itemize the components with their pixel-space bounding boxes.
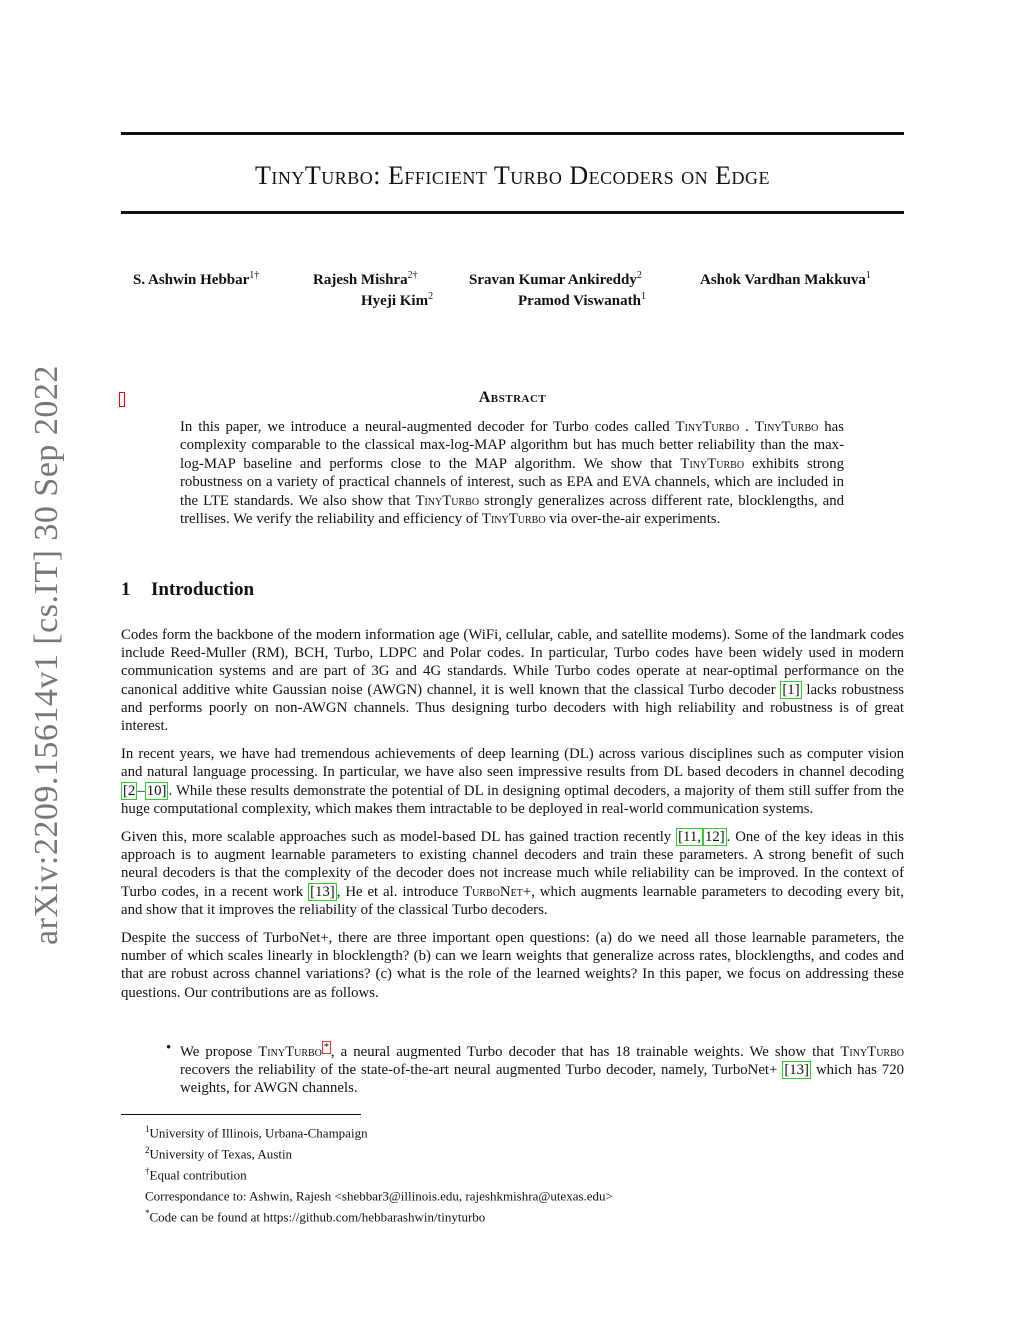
citation-link[interactable]: [1] (782, 681, 800, 698)
paragraph: Given this, more scalable approaches such as model-based DL has gained traction recently [11, 12] . One of the key ideas in this approach is to augment learnable parameters to existing channel decoders and train these parameters. A strong benefit of such neural decoders is that the complexity of the decoder does not increase much while reliability can be improved. In the context of Turbo codes, in a recent work [13] , He et al. introduce TurboNet+, which augments learnable parameters to decoding every bit, and show that it improves the reliability of the classical Turbo decoders. (121, 829, 904, 918)
intro-body (121, 626, 904, 1012)
arxiv-identifier: arXiv:2209.15614v1 [cs.IT] 30 Sep 2022 (28, 365, 65, 945)
footnote: †Equal contribution (145, 1165, 247, 1183)
footnote: $^1$University of Illinois, Urbana-Champaign (145, 1124, 368, 1141)
footnotes (145, 1121, 613, 1226)
citation-link[interactable]: [11, (678, 829, 701, 846)
citation-link[interactable]: [2 (123, 782, 136, 799)
bullet-dot: • (166, 1040, 172, 1056)
author: Sravan Kumar Ankireddy$^2$ (469, 270, 642, 288)
footnote-link[interactable]: * (323, 1042, 329, 1053)
footnote-rule (121, 1114, 361, 1115)
paper-title: TinyTurbo: Efficient Turbo Decoders on Edge (255, 161, 770, 190)
section-heading: 1 Introduction (121, 579, 255, 600)
author: Rajesh Mishra$^{2\dagger}$ (313, 270, 418, 288)
contribution-bullet: • We propose TinyTurbo * , a neural augmented Turbo decoder that has 18 trainable weights. We show that TinyTurbo recovers the reliability of the state-of-the-art neural augmented Turbo decoder, namely, TurboNet+ [13] which has 720 weights, for AWGN channels. (166, 1040, 904, 1097)
top-rule (121, 132, 904, 135)
footnote: $^2$University of Texas, Austin (145, 1144, 293, 1162)
citation-link[interactable]: 12] (704, 829, 725, 846)
abstract-text: In this paper, we introduce a neural-augmented decoder for Turbo codes called TinyTurbo . TinyTurbo has complexity comparable to the classical max-log-MAP algorithm but has much better reliability than the max-log-MAP baseline and performs close to the MAP algorithm. We show that TinyTurbo exhibits strong robustness on a variety of practical channels of interest, such as EPA and EVA channels, which are included in the LTE standards. We also show that TinyTurbo strongly generalizes across different rate, blocklengths, and trellises. We verify the reliability and efficiency of TinyTurbo via over-the-air experiments. (180, 419, 844, 528)
paragraph: Despite the success of TurboNet+, there are three important open questions: (a) do we need all those learnable parameters, the number of which scales linearly in blocklength? (b) can we learn weights that generalize across rates, blocklengths, and codes and that are robust across channel variations? (c) what is the role of the learned weights? In this paper, we focus on addressing these questions. Our contributions are as follows. (121, 930, 904, 1001)
author: Hyeji Kim$^2$ (361, 291, 434, 309)
paragraph: Codes form the backbone of the modern information age (WiFi, cellular, cable, and satellite modems). Some of the landmark codes include Reed-Muller (RM), BCH, Turbo, LDPC and Polar codes. In particular, Turbo codes have been widely used in modern communication systems and are part of 3G and 4G standards. While Turbo codes operate at near-optimal performance on the canonical additive white Gaussian noise (AWGN) channel, it is well known that the classical Turbo decoder [1] lacks robustness and performs poorly on non-AWGN channels. Thus designing turbo decoders with high reliability and robustness is of great interest. (121, 627, 904, 735)
author: S. Ashwin Hebbar$^{1\dagger}$ (133, 270, 260, 288)
citation-link[interactable]: [13] (784, 1062, 809, 1079)
title-rule (121, 211, 904, 214)
author: Pramod Viswanath$^1$ (518, 291, 646, 309)
abstract-heading: Abstract (478, 389, 547, 406)
paragraph: In recent years, we have had tremendous achievements of deep learning (DL) across various disciplines such as computer vision and natural language processing. In particular, we have also seen impressive results from DL based decoders in channel decoding [2 – 10] . While these results demonstrate the potential of DL in designing optimal decoders, a majority of them still suffer from the huge computational complexity, which makes them intractable to be deployed in real-world communication systems. (121, 746, 904, 817)
footnote: Correspondance to: Ashwin, Rajesh <shebbar3@illinois.edu, rajeshkmishra@utexas.edu> (145, 1188, 613, 1204)
author: Ashok Vardhan Makkuva$^1$ (700, 270, 871, 288)
citation-link[interactable]: 10] (146, 782, 167, 799)
footnote: *Code can be found at https://github.com/hebbarashwin/tinyturbo (145, 1207, 486, 1225)
citation-link[interactable]: [13] (310, 883, 335, 900)
